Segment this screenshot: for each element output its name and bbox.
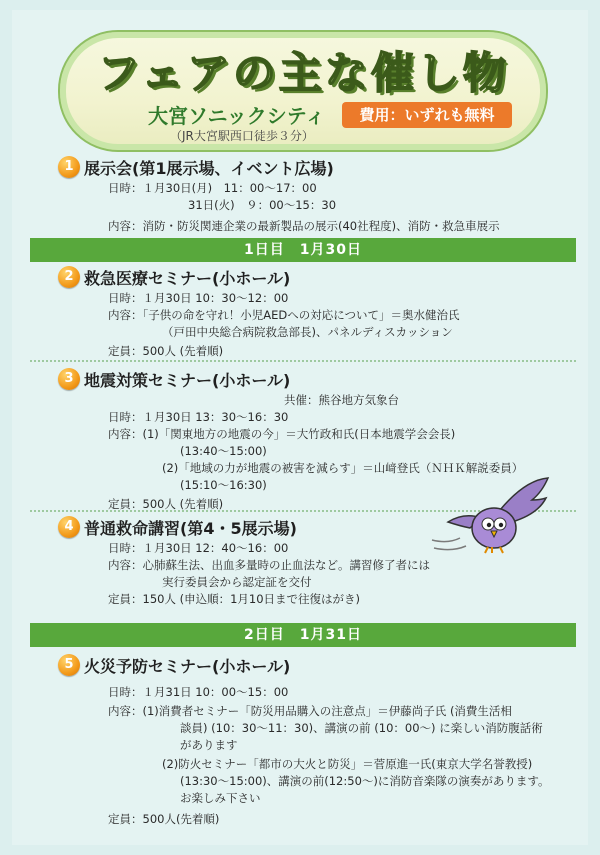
event-number-badge: 1 bbox=[58, 156, 80, 178]
event-line: 日時：１月30日(月) 11：00～17：00 bbox=[108, 181, 317, 195]
event-number-badge: 5 bbox=[58, 654, 80, 676]
event-line: 内容：消防・防災関連企業の最新製品の展示(40社程度)、消防・救急車展示 bbox=[108, 219, 500, 233]
event-line: 日時：１月30日 10：30～12：00 bbox=[108, 291, 289, 305]
event-title: 展示会(第1展示場、イベント広場) bbox=[84, 159, 334, 178]
event-line: 31日(火) ９：00～15：30 bbox=[188, 198, 337, 212]
event-line: 内容：(1)「関東地方の地震の今」＝大竹政和氏(日本地震学会会長) bbox=[108, 427, 456, 441]
page-title: フェアの主な催し物 bbox=[97, 49, 509, 99]
fee-badge: 費用：いずれも無料 bbox=[342, 102, 512, 128]
venue-name: 大宮ソニックシティ bbox=[148, 104, 326, 128]
event-line: 日時：１月31日 10：00～15：00 bbox=[108, 685, 289, 699]
event-line: 談員) (10：30～11：30)、講演の前 (10：00～) に楽しい消防腹話術 bbox=[180, 721, 543, 735]
divider bbox=[30, 360, 576, 362]
event-title: 救急医療セミナー(小ホール) bbox=[84, 269, 291, 288]
event-line: お楽しみ下さい bbox=[180, 791, 261, 805]
bird-mascot-icon bbox=[430, 470, 560, 570]
event-line: (2)防火セミナー「都市の大火と防災」＝菅原進一氏(東京大学名誉教授) bbox=[162, 757, 533, 771]
event-number-badge: 4 bbox=[58, 516, 80, 538]
event-line: 日時：１月30日 13：30～16：30 bbox=[108, 410, 289, 424]
event-1 bbox=[64, 158, 584, 235]
event-line: （戸田中央総合病院救急部長)、パネルディスカッション bbox=[162, 325, 453, 339]
event-line: 内容：心肺蘇生法、出血多量時の止血法など。講習修了者には bbox=[108, 558, 430, 572]
event-line: 実行委員会から認定証を交付 bbox=[162, 575, 312, 589]
event-line: (13:30～15:00)、講演の前(12:50～)に消防音楽隊の演奏があります。 bbox=[180, 774, 550, 788]
event-line: 定員：500人 (先着順) bbox=[108, 497, 224, 511]
event-number-badge: 3 bbox=[58, 368, 80, 390]
event-line: 日時：１月30日 12：40～16：00 bbox=[108, 541, 289, 555]
event-title: 普通救命講習(第4・5展示場) bbox=[84, 519, 297, 538]
event-line: (15:10～16:30) bbox=[180, 478, 267, 492]
event-number-badge: 2 bbox=[58, 266, 80, 288]
venue-access: （JR大宮駅西口徒歩３分） bbox=[170, 129, 314, 143]
event-line: (13:40～15:00) bbox=[180, 444, 267, 458]
event-line: 内容：「子供の命を守れ！小児AEDへの対応について」＝奥水健治氏 bbox=[108, 308, 460, 322]
event-title: 地震対策セミナー(小ホール) bbox=[84, 371, 291, 390]
event-line: 定員：500人(先着順) bbox=[108, 812, 220, 826]
event-line: 定員：500人 (先着順) bbox=[108, 344, 224, 358]
day-2-bar: 2日目 1月31日 bbox=[30, 623, 576, 647]
event-5 bbox=[64, 656, 584, 828]
day-1-bar: 1日目 1月30日 bbox=[30, 238, 576, 262]
title-banner bbox=[58, 30, 548, 152]
event-2 bbox=[64, 268, 584, 360]
event-title: 火災予防セミナー(小ホール) bbox=[84, 657, 291, 676]
event-line: があります bbox=[180, 738, 238, 752]
event-line: (2)「地域の力が地震の被害を減らす」＝山﨑登氏（ＮＨＫ解説委員） bbox=[162, 461, 524, 475]
event-cosponsor: 共催：熊谷地方気象台 bbox=[284, 393, 399, 407]
event-line: 内容：(1)消費者セミナー「防災用品購入の注意点」＝伊藤尚子氏 (消費生活相 bbox=[108, 704, 512, 718]
event-line: 定員：150人 (申込順：1月10日まで往復はがき) bbox=[108, 592, 361, 606]
